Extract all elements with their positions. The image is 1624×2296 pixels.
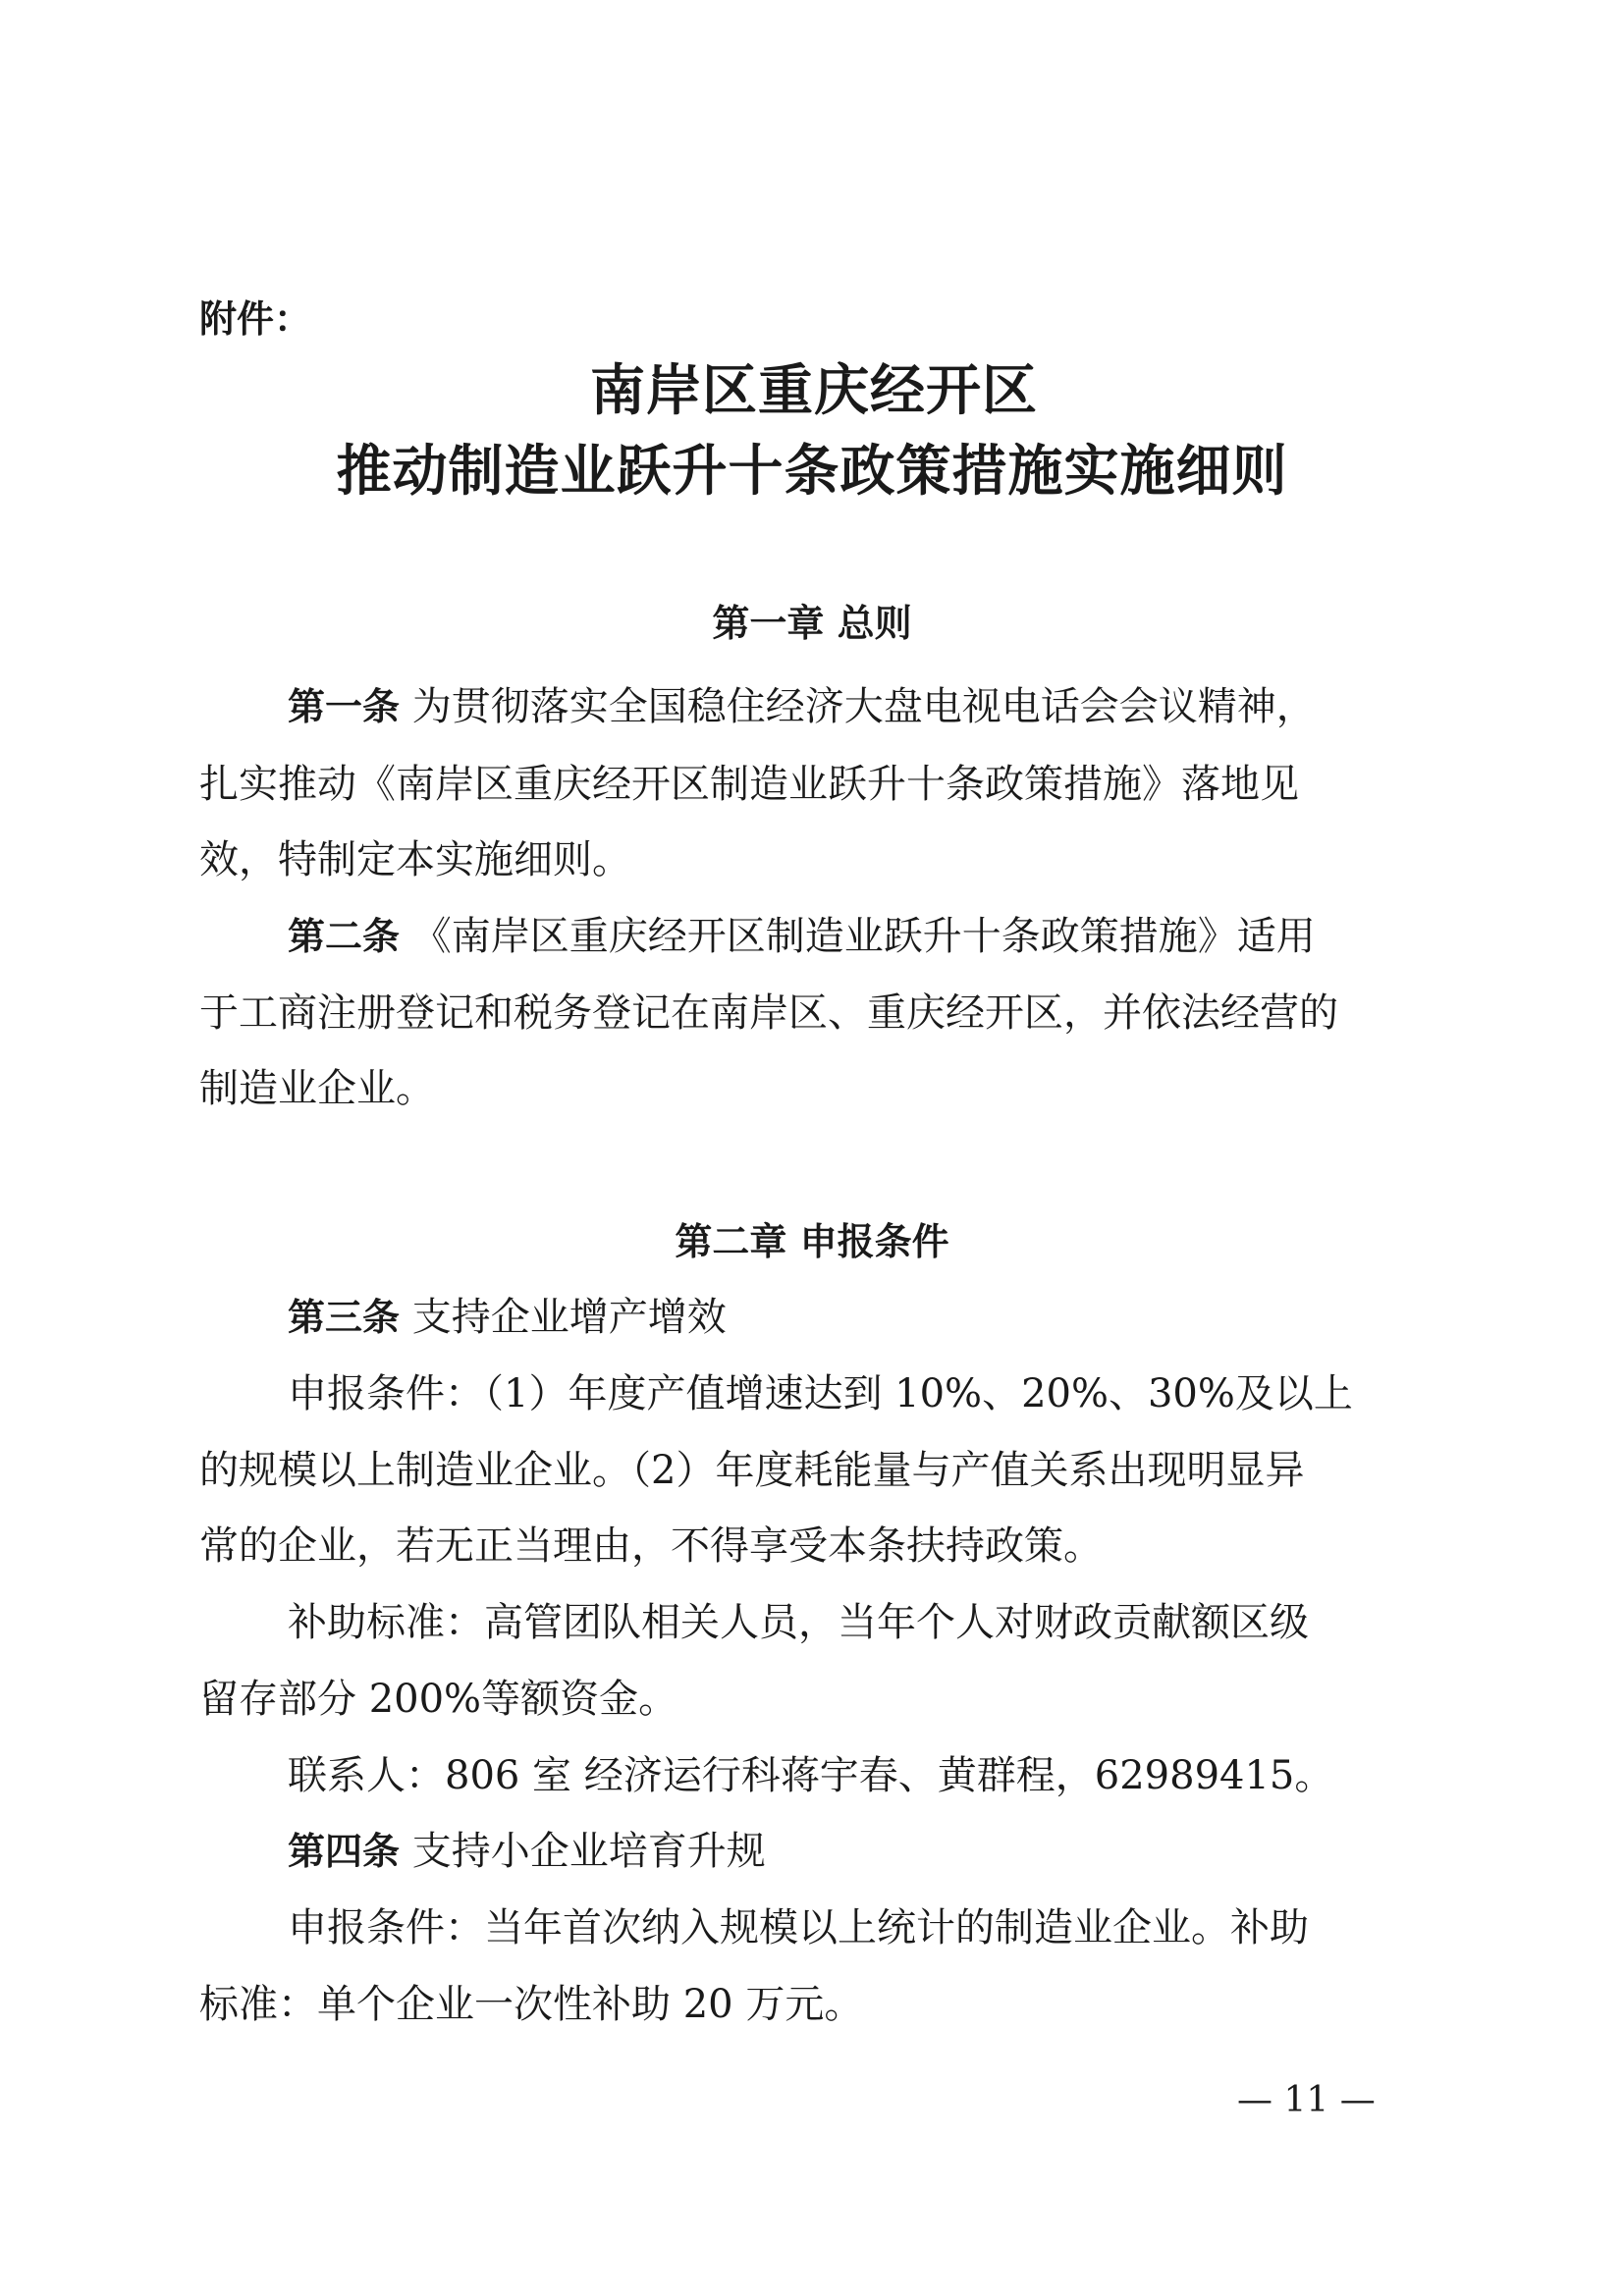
article1-label: 第一条 — [288, 685, 401, 728]
document-title-line1: 南岸区重庆经开区 — [590, 358, 1038, 423]
article2-text-line2: 于工商注册登记和税务登记在南岸区、重庆经开区，并依法经营的 — [199, 990, 1338, 1036]
page-number: — 11 — — [1237, 2080, 1376, 2120]
article1-line1 — [288, 681, 1316, 732]
article3-label: 第三条 — [288, 1296, 401, 1339]
document-title-line2: 推动制造业跃升十条政策措施实施细则 — [336, 439, 1288, 504]
article3-conditions-line3: 常的企业，若无正当理由，不得享受本条扶持政策。 — [199, 1523, 1103, 1569]
article1-text-line3: 效，特制定本实施细则。 — [199, 837, 631, 882]
article1-text-line2: 扎实推动《南岸区重庆经开区制造业跃升十条政策措施》落地见 — [199, 762, 1299, 807]
article3-subsidy-line1: 补助标准：高管团队相关人员，当年个人对财政贡献额区级 — [288, 1600, 1309, 1645]
attachment-label: 附件： — [199, 297, 312, 341]
article4-text-line2: 标准：单个企业一次性补助 20 万元。 — [199, 1982, 864, 2027]
article2-label: 第二条 — [288, 915, 401, 958]
article3-subsidy-line2: 留存部分 200%等额资金。 — [199, 1677, 678, 1722]
article1-text-line1: 为贯彻落实全国稳住经济大盘电视电话会会议精神， — [400, 684, 1316, 729]
article3-contact: 联系人：806 室 经济运行科蒋宇春、黄群程，62989415。 — [288, 1753, 1334, 1798]
article3-conditions-line1: 申报条件：（1）年度产值增速达到 10%、20%、30%及以上 — [288, 1371, 1353, 1416]
article3-conditions-line2: 的规模以上制造业企业。（2）年度耗能量与产值关系出现明显异 — [199, 1448, 1305, 1493]
article3-title: 支持企业增产增效 — [400, 1295, 727, 1340]
article4-heading — [288, 1826, 766, 1877]
article2-line1 — [288, 911, 1316, 962]
article4-title: 支持小企业培育升规 — [400, 1829, 766, 1874]
article4-text-line1: 申报条件：当年首次纳入规模以上统计的制造业企业。补助 — [288, 1905, 1309, 1950]
chapter1-heading: 第一章 总则 — [712, 602, 912, 645]
article3-heading — [288, 1292, 727, 1343]
article2-text-line3: 制造业企业。 — [199, 1066, 435, 1111]
chapter2-heading: 第二章 申报条件 — [675, 1220, 949, 1263]
article4-label: 第四条 — [288, 1830, 401, 1873]
article2-text-line1: 《南岸区重庆经开区制造业跃升十条政策措施》适用 — [400, 914, 1316, 959]
